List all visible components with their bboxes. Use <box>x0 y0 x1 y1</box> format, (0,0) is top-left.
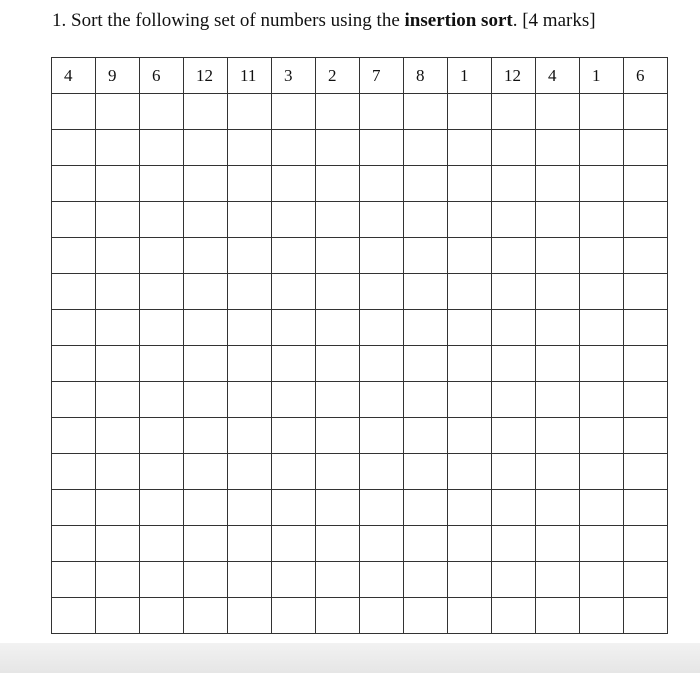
question-number: 1. <box>52 10 67 31</box>
answer-cell[interactable] <box>536 202 580 238</box>
answer-cell[interactable] <box>624 310 668 346</box>
answer-cell[interactable] <box>228 310 272 346</box>
answer-row <box>52 382 668 418</box>
answer-cell[interactable] <box>360 202 404 238</box>
answer-cell[interactable] <box>96 166 140 202</box>
answer-cell[interactable] <box>272 274 316 310</box>
answer-cell[interactable] <box>448 490 492 526</box>
answer-cell[interactable] <box>140 274 184 310</box>
answer-cell[interactable] <box>360 166 404 202</box>
answer-cell[interactable] <box>228 274 272 310</box>
answer-cell[interactable] <box>536 310 580 346</box>
answer-cell[interactable] <box>228 418 272 454</box>
answer-cell[interactable] <box>360 454 404 490</box>
question-lead: Sort the following set of numbers using the <box>71 10 405 31</box>
answer-cell[interactable] <box>536 598 580 634</box>
answer-cell[interactable] <box>96 526 140 562</box>
answer-cell[interactable] <box>624 238 668 274</box>
answer-cell[interactable] <box>404 274 448 310</box>
answer-cell[interactable] <box>228 526 272 562</box>
answer-cell[interactable] <box>580 526 624 562</box>
answer-cell[interactable] <box>536 562 580 598</box>
answer-cell[interactable] <box>316 382 360 418</box>
answer-cell[interactable] <box>52 202 96 238</box>
answer-cell[interactable] <box>140 454 184 490</box>
answer-cell[interactable] <box>360 382 404 418</box>
answer-row <box>52 346 668 382</box>
number-cell: 4 <box>536 58 580 94</box>
answer-cell[interactable] <box>52 490 96 526</box>
answer-cell[interactable] <box>360 274 404 310</box>
answer-cell[interactable] <box>272 346 316 382</box>
answer-cell[interactable] <box>448 238 492 274</box>
answer-cell[interactable] <box>404 418 448 454</box>
answer-cell[interactable] <box>140 310 184 346</box>
answer-row <box>52 238 668 274</box>
answer-cell[interactable] <box>316 166 360 202</box>
answer-cell[interactable] <box>96 310 140 346</box>
answer-cell[interactable] <box>272 94 316 130</box>
answer-cell[interactable] <box>404 346 448 382</box>
answer-cell[interactable] <box>272 490 316 526</box>
answer-cell[interactable] <box>316 274 360 310</box>
answer-cell[interactable] <box>580 166 624 202</box>
answer-cell[interactable] <box>52 310 96 346</box>
answer-cell[interactable] <box>272 130 316 166</box>
answer-cell[interactable] <box>272 598 316 634</box>
answer-cell[interactable] <box>404 238 448 274</box>
answer-cell[interactable] <box>448 562 492 598</box>
answer-cell[interactable] <box>404 526 448 562</box>
number-cell: 6 <box>624 58 668 94</box>
answer-cell[interactable] <box>316 130 360 166</box>
number-cell: 3 <box>272 58 316 94</box>
answer-row <box>52 130 668 166</box>
answer-cell[interactable] <box>404 490 448 526</box>
number-cell: 2 <box>316 58 360 94</box>
answer-cell[interactable] <box>96 382 140 418</box>
number-cell: 11 <box>228 58 272 94</box>
answer-cell[interactable] <box>96 94 140 130</box>
answer-cell[interactable] <box>492 130 536 166</box>
answer-cell[interactable] <box>52 526 96 562</box>
answer-cell[interactable] <box>624 274 668 310</box>
answer-cell[interactable] <box>140 202 184 238</box>
answer-cell[interactable] <box>96 418 140 454</box>
answer-cell[interactable] <box>536 274 580 310</box>
answer-row <box>52 310 668 346</box>
answer-cell[interactable] <box>536 130 580 166</box>
answer-cell[interactable] <box>228 166 272 202</box>
answer-cell[interactable] <box>228 238 272 274</box>
answer-cell[interactable] <box>140 382 184 418</box>
answer-cell[interactable] <box>536 526 580 562</box>
answer-cell[interactable] <box>580 598 624 634</box>
answer-row <box>52 598 668 634</box>
answer-cell[interactable] <box>580 562 624 598</box>
answer-cell[interactable] <box>316 454 360 490</box>
answer-cell[interactable] <box>228 130 272 166</box>
answer-cell[interactable] <box>580 238 624 274</box>
answer-cell[interactable] <box>536 382 580 418</box>
answer-cell[interactable] <box>272 310 316 346</box>
answer-cell[interactable] <box>52 418 96 454</box>
answer-cell[interactable] <box>228 382 272 418</box>
answer-cell[interactable] <box>96 562 140 598</box>
number-cell: 12 <box>184 58 228 94</box>
answer-cell[interactable] <box>140 166 184 202</box>
answer-cell[interactable] <box>140 598 184 634</box>
question-marks: . [4 marks] <box>512 10 596 31</box>
answer-cell[interactable] <box>228 490 272 526</box>
answer-cell[interactable] <box>184 94 228 130</box>
answer-cell[interactable] <box>624 562 668 598</box>
answer-cell[interactable] <box>448 454 492 490</box>
answer-cell[interactable] <box>580 130 624 166</box>
answer-cell[interactable] <box>228 94 272 130</box>
answer-cell[interactable] <box>448 166 492 202</box>
answer-cell[interactable] <box>624 166 668 202</box>
answer-cell[interactable] <box>96 274 140 310</box>
answer-cell[interactable] <box>492 418 536 454</box>
answer-cell[interactable] <box>448 202 492 238</box>
answer-cell[interactable] <box>360 310 404 346</box>
answer-cell[interactable] <box>536 490 580 526</box>
answer-cell[interactable] <box>52 130 96 166</box>
answer-cell[interactable] <box>492 94 536 130</box>
number-cell: 12 <box>492 58 536 94</box>
sort-grid <box>51 57 668 634</box>
answer-cell[interactable] <box>624 490 668 526</box>
answer-row <box>52 166 668 202</box>
answer-cell[interactable] <box>360 94 404 130</box>
answer-cell[interactable] <box>316 562 360 598</box>
answer-cell[interactable] <box>52 166 96 202</box>
answer-cell[interactable] <box>52 598 96 634</box>
answer-cell[interactable] <box>272 454 316 490</box>
number-cell: 1 <box>580 58 624 94</box>
answer-cell[interactable] <box>272 562 316 598</box>
answer-cell[interactable] <box>624 202 668 238</box>
answer-cell[interactable] <box>360 598 404 634</box>
answer-cell[interactable] <box>404 166 448 202</box>
answer-cell[interactable] <box>536 238 580 274</box>
answer-cell[interactable] <box>492 598 536 634</box>
answer-cell[interactable] <box>184 238 228 274</box>
answer-cell[interactable] <box>448 418 492 454</box>
answer-cell[interactable] <box>272 418 316 454</box>
answer-cell[interactable] <box>404 130 448 166</box>
answer-cell[interactable] <box>184 274 228 310</box>
answer-cell[interactable] <box>360 130 404 166</box>
answer-cell[interactable] <box>492 310 536 346</box>
answer-cell[interactable] <box>228 598 272 634</box>
answer-cell[interactable] <box>624 94 668 130</box>
answer-cell[interactable] <box>184 598 228 634</box>
answer-cell[interactable] <box>404 94 448 130</box>
answer-cell[interactable] <box>184 130 228 166</box>
answer-row <box>52 94 668 130</box>
answer-cell[interactable] <box>184 490 228 526</box>
answer-cell[interactable] <box>228 202 272 238</box>
page-bottom-edge <box>0 643 700 673</box>
answer-cell[interactable] <box>140 94 184 130</box>
number-cell: 6 <box>140 58 184 94</box>
answer-cell[interactable] <box>96 130 140 166</box>
answer-cell[interactable] <box>360 490 404 526</box>
answer-cell[interactable] <box>96 346 140 382</box>
answer-cell[interactable] <box>448 382 492 418</box>
answer-cell[interactable] <box>580 418 624 454</box>
answer-cell[interactable] <box>96 238 140 274</box>
answer-cell[interactable] <box>536 94 580 130</box>
answer-cell[interactable] <box>404 562 448 598</box>
answer-cell[interactable] <box>492 202 536 238</box>
answer-cell[interactable] <box>52 274 96 310</box>
answer-cell[interactable] <box>96 454 140 490</box>
answer-cell[interactable] <box>580 346 624 382</box>
answer-cell[interactable] <box>184 346 228 382</box>
answer-cell[interactable] <box>580 94 624 130</box>
answer-cell[interactable] <box>580 202 624 238</box>
answer-cell[interactable] <box>316 310 360 346</box>
answer-cell[interactable] <box>360 562 404 598</box>
answer-cell[interactable] <box>316 346 360 382</box>
answer-cell[interactable] <box>536 454 580 490</box>
answer-cell[interactable] <box>580 454 624 490</box>
answer-cell[interactable] <box>228 454 272 490</box>
question-text <box>52 9 596 33</box>
answer-cell[interactable] <box>448 94 492 130</box>
answer-cell[interactable] <box>184 454 228 490</box>
answer-row <box>52 418 668 454</box>
answer-cell[interactable] <box>184 562 228 598</box>
answer-cell[interactable] <box>492 166 536 202</box>
answer-cell[interactable] <box>492 382 536 418</box>
answer-cell[interactable] <box>140 526 184 562</box>
answer-cell[interactable] <box>404 310 448 346</box>
answer-cell[interactable] <box>184 418 228 454</box>
answer-cell[interactable] <box>360 526 404 562</box>
answer-cell[interactable] <box>140 346 184 382</box>
answer-cell[interactable] <box>536 166 580 202</box>
answer-cell[interactable] <box>536 346 580 382</box>
answer-cell[interactable] <box>316 490 360 526</box>
answer-cell[interactable] <box>52 562 96 598</box>
number-cell: 7 <box>360 58 404 94</box>
answer-cell[interactable] <box>360 418 404 454</box>
answer-cell[interactable] <box>404 598 448 634</box>
answer-cell[interactable] <box>140 130 184 166</box>
answer-row <box>52 202 668 238</box>
answer-row <box>52 454 668 490</box>
answer-cell[interactable] <box>580 274 624 310</box>
answer-cell[interactable] <box>492 526 536 562</box>
answer-cell[interactable] <box>624 382 668 418</box>
answer-cell[interactable] <box>580 382 624 418</box>
answer-cell[interactable] <box>52 94 96 130</box>
answer-cell[interactable] <box>580 310 624 346</box>
answer-cell[interactable] <box>184 166 228 202</box>
answer-cell[interactable] <box>140 238 184 274</box>
number-cell: 9 <box>96 58 140 94</box>
answer-cell[interactable] <box>272 166 316 202</box>
answer-cell[interactable] <box>624 418 668 454</box>
answer-cell[interactable] <box>184 310 228 346</box>
answer-cell[interactable] <box>52 346 96 382</box>
answer-cell[interactable] <box>448 346 492 382</box>
answer-cell[interactable] <box>404 454 448 490</box>
answer-cell[interactable] <box>624 454 668 490</box>
answer-cell[interactable] <box>52 454 96 490</box>
answer-cell[interactable] <box>448 274 492 310</box>
answer-cell[interactable] <box>624 346 668 382</box>
answer-cell[interactable] <box>580 490 624 526</box>
answer-cell[interactable] <box>316 526 360 562</box>
answer-cell[interactable] <box>96 490 140 526</box>
answer-cell[interactable] <box>316 202 360 238</box>
answer-cell[interactable] <box>272 238 316 274</box>
answer-cell[interactable] <box>272 526 316 562</box>
number-row <box>52 58 668 94</box>
answer-cell[interactable] <box>492 346 536 382</box>
answer-cell[interactable] <box>140 490 184 526</box>
answer-cell[interactable] <box>492 238 536 274</box>
answer-cell[interactable] <box>228 346 272 382</box>
answer-cell[interactable] <box>316 238 360 274</box>
answer-cell[interactable] <box>272 382 316 418</box>
answer-cell[interactable] <box>96 202 140 238</box>
answer-cell[interactable] <box>316 418 360 454</box>
answer-cell[interactable] <box>316 598 360 634</box>
answer-cell[interactable] <box>360 238 404 274</box>
question-bold-term: insertion sort <box>404 10 513 31</box>
answer-row <box>52 526 668 562</box>
answer-cell[interactable] <box>448 130 492 166</box>
answer-cell[interactable] <box>492 274 536 310</box>
answer-cell[interactable] <box>492 454 536 490</box>
answer-cell[interactable] <box>228 562 272 598</box>
answer-cell[interactable] <box>492 490 536 526</box>
answer-cell[interactable] <box>140 418 184 454</box>
answer-cell[interactable] <box>360 346 404 382</box>
answer-cell[interactable] <box>404 202 448 238</box>
answer-cell[interactable] <box>140 562 184 598</box>
answer-cell[interactable] <box>96 598 140 634</box>
answer-cell[interactable] <box>624 526 668 562</box>
answer-cell[interactable] <box>448 598 492 634</box>
answer-cell[interactable] <box>184 382 228 418</box>
answer-cell[interactable] <box>184 526 228 562</box>
answer-cell[interactable] <box>448 526 492 562</box>
answer-cell[interactable] <box>272 202 316 238</box>
answer-row <box>52 490 668 526</box>
answer-cell[interactable] <box>184 202 228 238</box>
answer-cell[interactable] <box>316 94 360 130</box>
answer-cell[interactable] <box>448 310 492 346</box>
answer-cell[interactable] <box>624 130 668 166</box>
number-cell: 1 <box>448 58 492 94</box>
number-cell: 8 <box>404 58 448 94</box>
answer-cell[interactable] <box>52 382 96 418</box>
answer-cell[interactable] <box>52 238 96 274</box>
answer-row <box>52 562 668 598</box>
number-cell: 4 <box>52 58 96 94</box>
answer-row <box>52 274 668 310</box>
answer-cell[interactable] <box>624 598 668 634</box>
answer-cell[interactable] <box>492 562 536 598</box>
answer-cell[interactable] <box>536 418 580 454</box>
answer-cell[interactable] <box>404 382 448 418</box>
